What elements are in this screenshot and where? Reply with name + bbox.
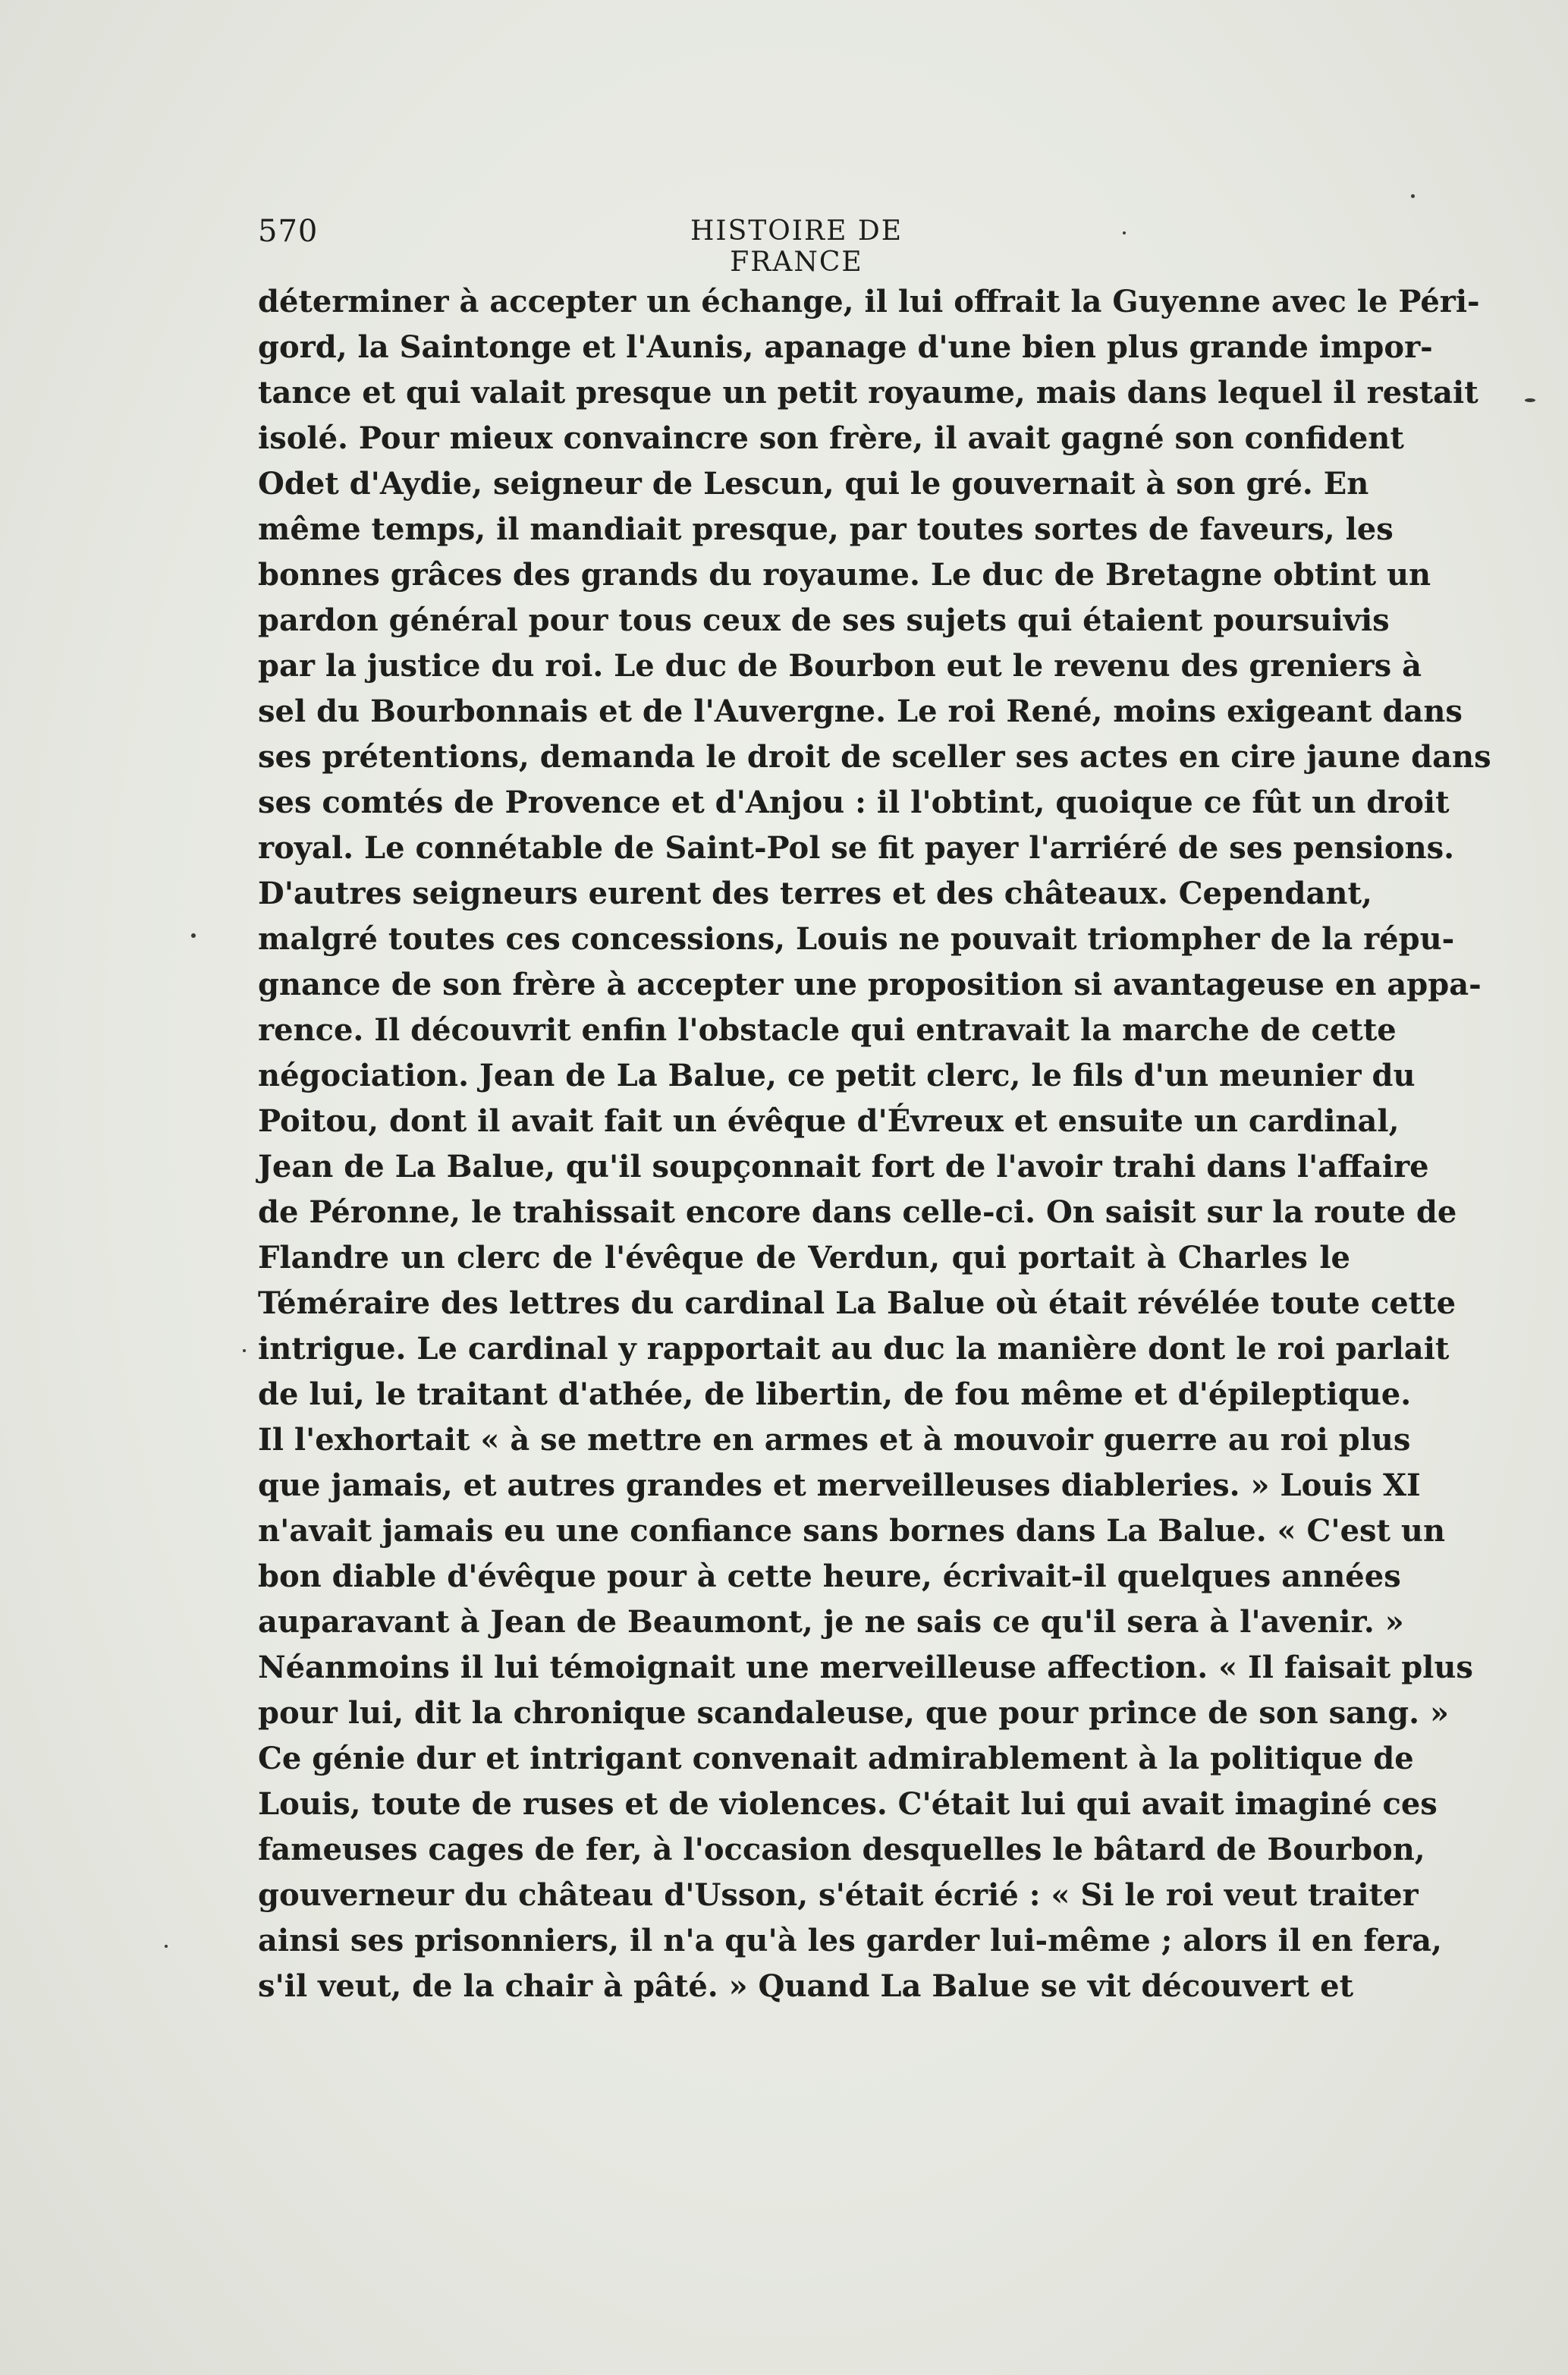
text-line: de lui, le traitant d'athée, de libertin, de fou même et d'épileptique. (258, 1376, 1412, 1412)
page-header (258, 214, 1350, 278)
text-line: négociation. Jean de La Balue, ce petit clerc, le fils d'un meunier du (258, 1058, 1416, 1093)
text-line: s'il veut, de la chair à pâté. » Quand La Balue se vit découvert et (258, 1968, 1354, 2004)
text-line: rence. Il découvrit enfin l'obstacle qui entravait la marche de cette (258, 1012, 1397, 1048)
text-line: sel du Bourbonnais et de l'Auvergne. Le roi René, moins exigeant dans (258, 694, 1463, 729)
paper-speck (165, 1945, 168, 1948)
text-line: Téméraire des lettres du cardinal La Balue où était révélée toute cette (258, 1285, 1456, 1321)
paper-speck (243, 1349, 246, 1352)
text-line: Néanmoins il lui témoignait une merveilleuse affection. « Il faisait plus (258, 1650, 1473, 1685)
text-line: ainsi ses prisonniers, il n'a qu'à les garder lui-même ; alors il en fera, (258, 1923, 1442, 1958)
text-line: bon diable d'évêque pour à cette heure, écrivait-il quelques années (258, 1559, 1401, 1594)
paper-speck (1123, 231, 1126, 234)
text-line: D'autres seigneurs eurent des terres et des châteaux. Cependant, (258, 876, 1372, 911)
text-line: Jean de La Balue, qu'il soupçonnait fort de l'avoir trahi dans l'affaire (258, 1149, 1429, 1184)
text-line: ses comtés de Provence et d'Anjou : il l'obtint, quoique ce fût un droit (258, 785, 1450, 820)
text-line: tance et qui valait presque un petit royaume, mais dans lequel il restait (258, 375, 1478, 411)
text-line: Il l'exhortait « à se mettre en armes et à mouvoir guerre au roi plus (258, 1422, 1411, 1458)
text-line: royal. Le connétable de Saint-Pol se fit payer l'arriéré de ses pensions. (258, 830, 1455, 866)
text-line: gnance de son frère à accepter une proposition si avantageuse en appa- (258, 967, 1482, 1002)
text-line: pour lui, dit la chronique scandaleuse, que pour prince de son sang. » (258, 1695, 1449, 1731)
text-line: déterminer à accepter un échange, il lui offrait la Guyenne avec le Péri- (258, 284, 1480, 319)
text-line: même temps, il mandiait presque, par toutes sortes de faveurs, les (258, 511, 1394, 547)
text-line: Flandre un clerc de l'évêque de Verdun, qui portait à Charles le (258, 1240, 1350, 1276)
running-title: HISTOIRE DE FRANCE (690, 215, 903, 278)
text-line: Odet d'Aydie, seigneur de Lescun, qui le gouvernait à son gré. En (258, 466, 1369, 502)
text-line: Poitou, dont il avait fait un évêque d'Évreux et ensuite un cardinal, (258, 1103, 1400, 1139)
body-text (258, 279, 1491, 2009)
page-number: 570 (258, 214, 319, 249)
text-line: que jamais, et autres grandes et merveilleuses diableries. » Louis XI (258, 1467, 1421, 1503)
text-line: par la justice du roi. Le duc de Bourbon eut le revenu des greniers à (258, 648, 1422, 684)
text-line: auparavant à Jean de Beaumont, je ne sais ce qu'il sera à l'avenir. » (258, 1604, 1404, 1640)
text-line: n'avait jamais eu une confiance sans bornes dans La Balue. « C'est un (258, 1513, 1446, 1549)
text-line: gouverneur du château d'Usson, s'était écrié : « Si le roi veut traiter (258, 1877, 1419, 1913)
text-line: gord, la Saintonge et l'Aunis, apanage d'une bien plus grande impor- (258, 329, 1433, 365)
text-line: intrigue. Le cardinal y rapportait au duc la manière dont le roi parlait (258, 1331, 1450, 1367)
text-line: isolé. Pour mieux convaincre son frère, il avait gagné son confident (258, 420, 1404, 456)
text-line: malgré toutes ces concessions, Louis ne pouvait triompher de la répu- (258, 921, 1455, 957)
paper-speck (191, 933, 196, 938)
text-line: de Péronne, le trahissait encore dans celle-ci. On saisit sur la route de (258, 1194, 1457, 1230)
text-line: ses prétentions, demanda le droit de sceller ses actes en cire jaune dans (258, 739, 1491, 775)
text-line: pardon général pour tous ceux de ses sujets qui étaient poursuivis (258, 602, 1390, 638)
text-line: bonnes grâces des grands du royaume. Le duc de Bretagne obtint un (258, 557, 1431, 593)
text-line: Ce génie dur et intrigant convenait admirablement à la politique de (258, 1741, 1414, 1776)
paper-speck (1411, 194, 1415, 198)
text-line: fameuses cages de fer, à l'occasion desquelles le bâtard de Bourbon, (258, 1832, 1425, 1867)
text-line: Louis, toute de ruses et de violences. C'était lui qui avait imaginé ces (258, 1786, 1438, 1822)
paper-speck (1525, 398, 1535, 402)
